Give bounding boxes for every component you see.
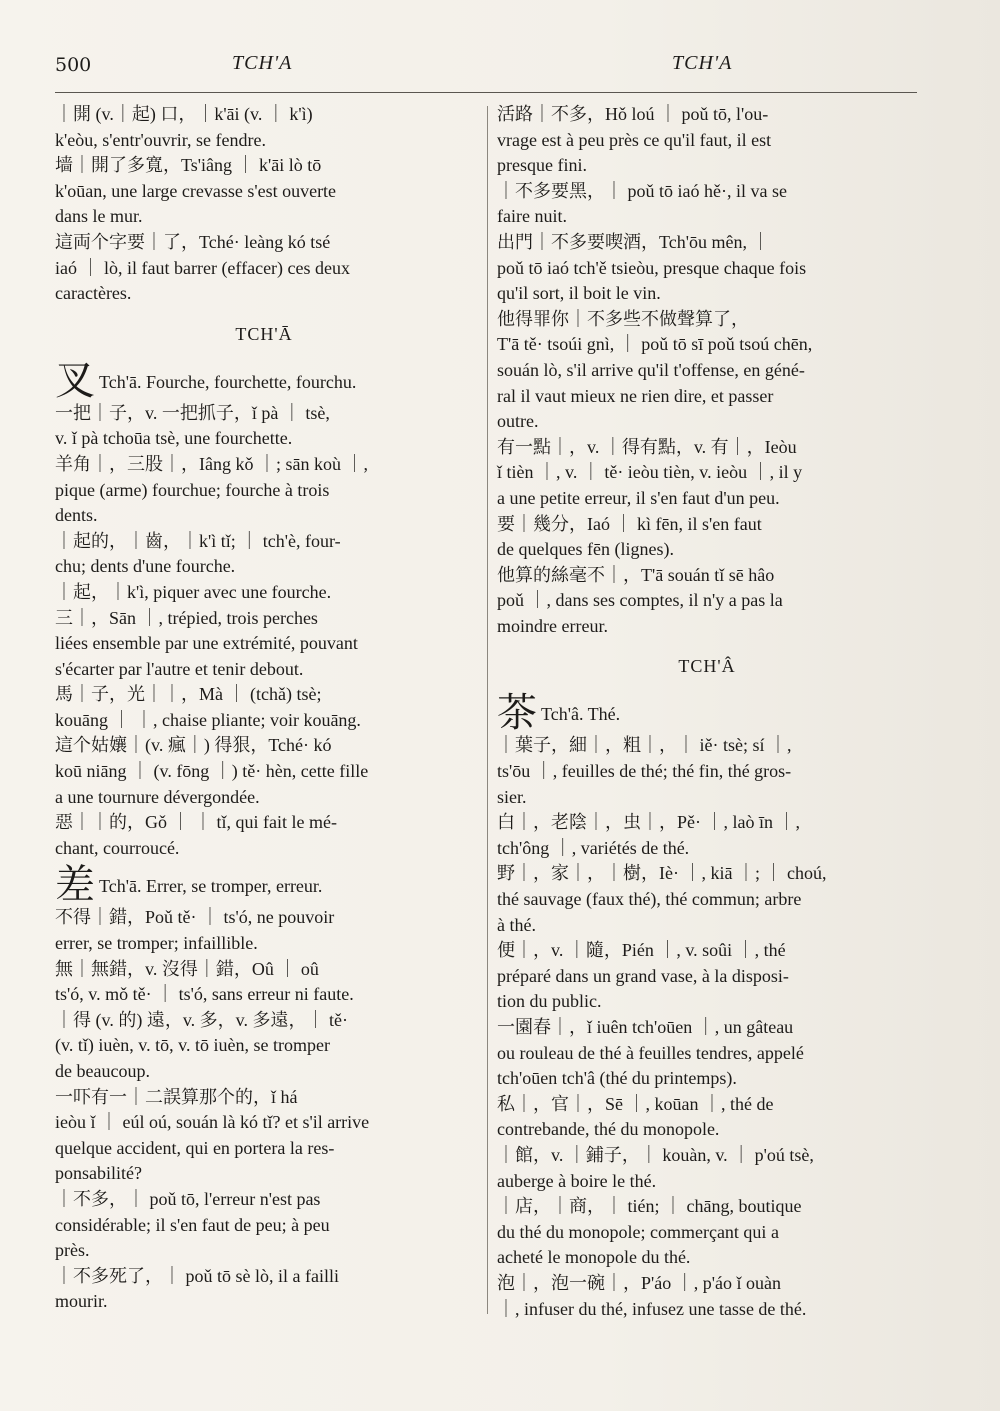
entry-line: acheté le monopole du thé.	[497, 1247, 691, 1268]
entry-line: tch'oūen tch'â (thé du printemps).	[497, 1068, 737, 1089]
entry-line: ｜不多，｜ poǔ tō, l'erreur n'est pas	[55, 1188, 321, 1209]
entry-line: ｜葉子，細｜，粗｜，｜ iě· tsè; sí ｜,	[497, 735, 792, 756]
entry-line: ｜起的，｜齒，｜k'ì tǐ; ｜ tch'è, four-	[55, 530, 341, 551]
page-number: 500	[55, 54, 92, 76]
section-heading: TCH'Â	[678, 656, 736, 677]
entry-line: a une tournure dévergondée.	[55, 786, 260, 807]
entry-line: 惡｜｜的，Gǒ ｜ ｜ tǐ, qui fait le mé-	[55, 812, 337, 833]
entry-line: quelque accident, qui en portera la res-	[55, 1137, 335, 1158]
entry-line: ponsabilité?	[55, 1163, 142, 1184]
entry-line: 泡｜，泡一碗｜，P'áo ｜, p'áo ǐ ouàn	[497, 1272, 781, 1293]
entry-line: dents.	[55, 505, 98, 526]
entry-line: errer, se tromper; infaillible.	[55, 933, 258, 954]
entry-line: faire nuit.	[497, 206, 567, 227]
entry-line: près.	[55, 1240, 90, 1261]
entry-block	[55, 862, 473, 1315]
entry-line: presque fini.	[497, 155, 587, 176]
entry-line: a une petite erreur, il s'en faut d'un peu.	[497, 487, 780, 508]
entry-line: poǔ ｜, dans ses comptes, il n'y a pas la	[497, 590, 783, 611]
entry-line: pique (arme) fourchue; fourche à trois	[55, 479, 330, 500]
entry-line: vrage est à peu près ce qu'il faut, il est	[497, 129, 772, 150]
entry-block	[55, 357, 473, 862]
column-divider	[487, 106, 488, 1314]
entry-line: thé sauvage (faux thé), thé commun; arbre	[497, 889, 802, 910]
entry-line: poǔ tō iaó tch'ě tsieòu, presque chaque fois	[497, 257, 807, 278]
entry-line: 這个姑孃｜(v. 瘋｜) 得狠，Tché· kó	[55, 735, 332, 756]
entry-line: tch'ông ｜, variétés de thé.	[497, 837, 690, 858]
entry-block	[55, 102, 473, 307]
entry-line: ou rouleau de thé à feuilles tendres, appelé	[497, 1042, 804, 1063]
entry-line: contrebande, thé du monopole.	[497, 1119, 720, 1140]
left-column	[55, 102, 473, 1315]
entry-lines	[497, 704, 917, 1322]
entry-line: souán lò, s'il arrive qu'il t'offense, en géné-	[497, 359, 805, 380]
entry-line: 無｜無錯，v. 沒得｜錯，Oû ｜ oû	[55, 958, 319, 979]
entry-line: de quelques fēn (lignes).	[497, 539, 674, 560]
entry-line: 他得罪你｜不多些不做聲算了，	[497, 308, 749, 329]
headword-char: 差	[55, 862, 95, 909]
entry-line: 他算的絲毫不｜，T'ā souán tǐ sē hâo	[497, 564, 775, 585]
entry-line: ｜, infuser du thé, infusez une tasse de thé.	[497, 1298, 807, 1319]
entry-line: 羊角｜，三股｜，Iâng kǒ ｜; sān koù ｜,	[55, 453, 368, 474]
entry-line: liées ensemble par une extrémité, pouvant	[55, 633, 358, 654]
entry-line: dans le mur.	[55, 206, 143, 227]
entry-line: ｜開 (v.｜起) 口，｜k'āi (v. ｜ k'ì)	[55, 104, 313, 124]
entry-line: ｜店，｜商，｜ tién; ｜ chāng, boutique	[497, 1196, 802, 1217]
entry-line: de beaucoup.	[55, 1061, 150, 1081]
entry-line: tion du public.	[497, 991, 602, 1012]
entry-line: 一吓有一｜二誤算那个的，ǐ há	[55, 1086, 298, 1107]
entry-line: ts'ó, v. mǒ tě· ｜ ts'ó, sans erreur ni faute.	[55, 984, 354, 1005]
header-rule	[55, 92, 917, 93]
entry-line: considérable; il s'en faut de peu; à peu	[55, 1214, 330, 1235]
entry-line: Tch'ā. Errer, se tromper, erreur.	[99, 876, 323, 897]
entry-lines	[55, 372, 473, 862]
entry-line: du thé du monopole; commerçant qui a	[497, 1221, 779, 1242]
entry-line: mourir.	[55, 1291, 108, 1312]
entry-line: 便｜，v. ｜隨，Pién ｜, v. soûi ｜, thé	[497, 940, 786, 961]
entry-line: 馬｜子，光｜｜，Mà ｜ (tchǎ) tsè;	[55, 684, 322, 705]
entry-line: ｜不多要黑，｜ poǔ tō iaó hě·, il va se	[497, 180, 787, 201]
entry-line: sier.	[497, 786, 527, 807]
headword-char: 茶	[497, 690, 537, 737]
entry-line: 要｜幾分，Iaó ｜ kì fēn, il s'en faut	[497, 513, 762, 534]
entry-line: 有一點｜，v. ｜得有點，v. 有｜，Ieòu	[497, 436, 797, 457]
entry-line: ｜不多死了，｜ poǔ tō sè lò, il a failli	[55, 1265, 339, 1286]
entry-line: ｜得 (v. 的) 遠，v. 多，v. 多遠，｜ tě·	[55, 1009, 348, 1030]
entry-line: Tch'â. Thé.	[541, 704, 621, 725]
entry-line: koū niāng ｜ (v. fōng ｜) tě· hèn, cette fille	[55, 761, 369, 782]
section-heading: TCH'Ā	[235, 323, 293, 344]
entry-line: ｜起，｜k'ì, piquer avec une fourche.	[55, 581, 332, 602]
entry-line: ǐ tièn ｜, v. ｜ tě· ieòu tièn, v. ieòu ｜, il y	[497, 462, 803, 483]
right-column	[497, 102, 917, 1322]
entry-line: ts'ōu ｜, feuilles de thé; thé fin, thé gros-	[497, 761, 792, 782]
entry-lines	[55, 876, 473, 1315]
entry-line: 墙｜開了多寬，Ts'iâng ｜ k'āi lò tō	[55, 155, 322, 176]
entry-line: auberge à boire le thé.	[497, 1170, 657, 1191]
entry-line: chu; dents d'une fourche.	[55, 556, 236, 577]
entry-line: T'ā tě· tsoúi gnì, ｜ poǔ tō sī poǔ tsoú chēn,	[497, 334, 813, 355]
entry-line: ral il vaut mieux ne rien dire, et passer	[497, 385, 774, 406]
entry-line: iaó ｜ lò, il faut barrer (effacer) ces deux	[55, 257, 351, 278]
headword-char: 叉	[55, 357, 95, 404]
entry-line: moindre erreur.	[497, 615, 608, 636]
entry-line: 三｜，Sān ｜, trépied, trois perches	[55, 607, 318, 628]
entry-line: 出門｜不多要喫酒，Tch'ōu mên, ｜	[497, 231, 770, 252]
entry-line: 不得｜錯，Poǔ tě· ｜ ts'ó, ne pouvoir	[55, 907, 335, 928]
entry-line: outre.	[497, 411, 539, 432]
entry-line: ｜館，v. ｜鋪子，｜ kouàn, v. ｜ p'oú tsè,	[497, 1144, 814, 1165]
entry-line: Tch'ā. Fourche, fourchette, fourchu.	[99, 371, 357, 392]
entry-line: qu'il sort, il boit le vin.	[497, 283, 661, 304]
entry-line: kouāng ｜ ｜, chaise pliante; voir kouāng.	[55, 709, 361, 730]
page-header	[0, 48, 1000, 88]
entry-line: caractères.	[55, 283, 132, 304]
running-head-right: TCH'A	[672, 52, 733, 74]
entry-line: k'oūan, une large crevasse s'est ouverte	[55, 180, 337, 201]
entry-block	[497, 102, 917, 639]
entry-line: préparé dans un grand vase, à la disposi-	[497, 965, 789, 986]
entry-line: 這両个字要｜了，Tché· leàng kó tsé	[55, 231, 331, 252]
entry-line: k'eòu, s'entr'ouvrir, se fendre.	[55, 129, 266, 150]
entry-line: 一把｜子，v. 一把抓子，ǐ pà ｜ tsè,	[55, 402, 330, 423]
entry-line: 活路｜不多，Hǒ loú ｜ poǔ tō, l'ou-	[497, 104, 769, 124]
entry-line: ieòu ǐ ｜ eúl oú, souán là kó tǐ? et s'il arrive	[55, 1112, 370, 1133]
running-head-left: TCH'A	[232, 52, 293, 74]
entry-line: s'écarter par l'autre et tenir debout.	[55, 658, 304, 679]
entry-line: 一園春｜，ǐ iuên tch'oūen ｜, un gâteau	[497, 1017, 794, 1037]
entry-block	[497, 690, 917, 1322]
entry-line: 私｜，官｜，Sē ｜, koūan ｜, thé de	[497, 1093, 774, 1114]
entry-line: 野｜，家｜，｜樹，Iè· ｜, kiā ｜; ｜ choú,	[497, 863, 827, 884]
entry-line: chant, courroucé.	[55, 837, 180, 858]
entry-line: v. ǐ pà tchoūa tsè, une fourchette.	[55, 428, 293, 449]
entry-line: (v. tǐ) iuèn, v. tō, v. tō iuèn, se tromper	[55, 1035, 330, 1056]
entry-line: 白｜，老陰｜，虫｜，Pě· ｜, laò īn ｜,	[497, 812, 800, 833]
entry-line: à thé.	[497, 914, 536, 935]
